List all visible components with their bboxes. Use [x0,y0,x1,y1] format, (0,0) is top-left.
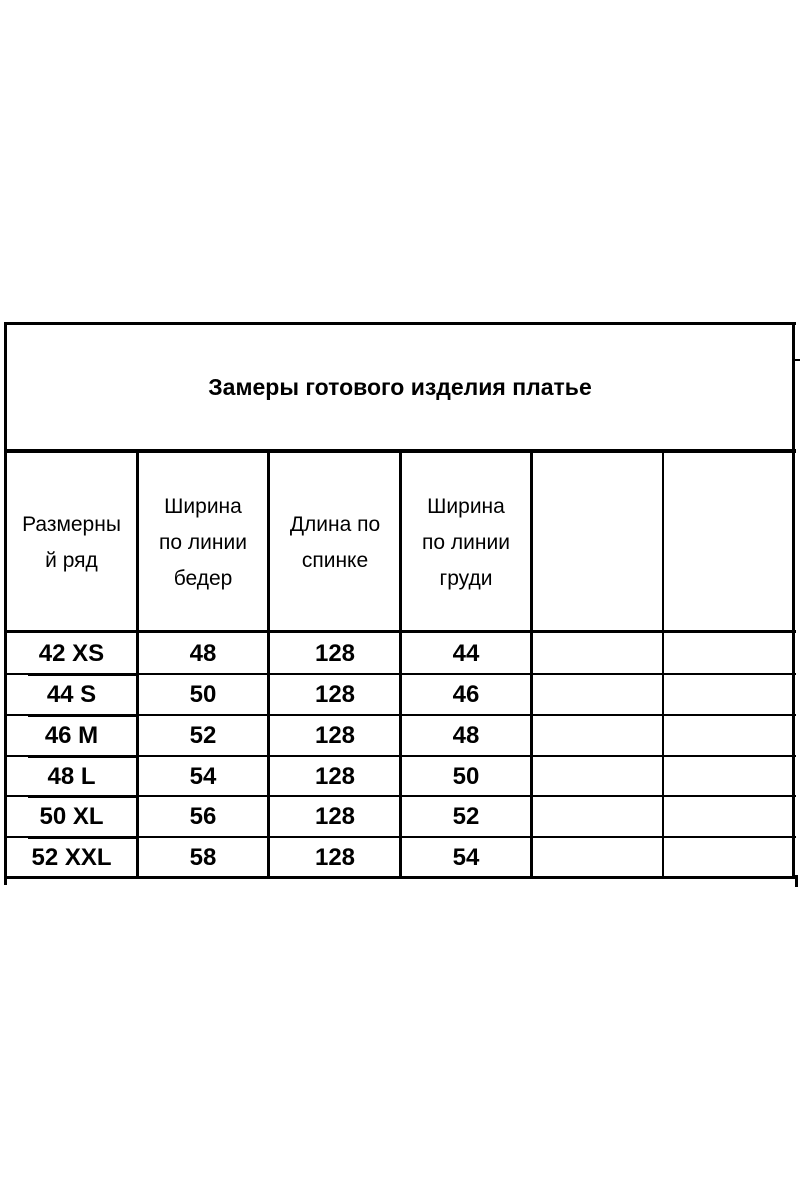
table-cell: 52 [452,803,480,830]
table-border-top [4,322,796,325]
header-empty-2 [664,455,792,630]
table-cell [533,757,663,797]
table-cell: 128 [314,803,356,830]
table-cell: 128 [314,763,356,790]
header-empty-1 [533,455,663,630]
table-cell [533,797,663,837]
table-cell: 50 XL [39,803,104,830]
table-cell: 46 [452,681,480,708]
header-hip-width [138,455,268,630]
column-divider [530,453,533,878]
column-divider [267,453,270,878]
column-divider [399,453,402,878]
table-cell [664,634,792,674]
header-size-range-line-1: Размерны [22,512,121,536]
table-cell: 54 [452,844,480,871]
table-cell: 42 XS [38,640,105,667]
edge-tick-right [792,359,800,361]
header-chest-width-line-1: Ширина [427,494,505,518]
table-cell: 44 [452,640,480,667]
header-back-length-line-1: Длина по [289,512,381,536]
table-cell [664,757,792,797]
table-cell: 46 M [44,722,99,749]
table-cell: 128 [314,640,356,667]
table-title: Замеры готового изделия платье [208,374,592,400]
table-cell: 48 L [47,763,96,790]
header-chest-width-line-2: по линии [422,530,510,554]
table-cell [664,797,792,837]
header-back-length-line-2: спинке [301,548,369,572]
table-cell: 54 [189,763,217,790]
table-cell: 56 [189,803,217,830]
row-marker [28,795,138,798]
table-cell: 128 [314,681,356,708]
table-cell: 52 XXL [31,844,112,871]
header-chest-width [401,455,531,630]
table-cell: 128 [314,844,356,871]
table-cell: 44 S [46,681,97,708]
table-cell [533,838,663,878]
header-hip-width-line-1: Ширина [164,494,242,518]
header-back-length [270,455,400,630]
header-chest-width-line-3: груди [439,566,493,590]
row-marker [28,673,138,676]
table-cell [533,716,663,756]
table-cell [533,634,663,674]
table-cell [664,716,792,756]
column-divider [662,453,664,878]
table-cell [664,675,792,715]
table-cell: 48 [452,722,480,749]
row-marker [28,836,138,839]
table-border-bottom [4,876,796,879]
table-cell: 50 [189,681,217,708]
header-size-range-line-2: й ряд [45,548,98,572]
table-cell: 52 [189,722,217,749]
header-hip-width-line-2: по линии [159,530,247,554]
table-cell: 58 [189,844,217,871]
header-size-range [6,455,137,630]
row-marker [28,714,138,717]
table-cell: 48 [189,640,217,667]
table-cell: 128 [314,722,356,749]
row-marker [28,755,138,758]
table-border-left [4,322,7,885]
table-cell [533,675,663,715]
table-cell [664,838,792,878]
table-cell: 50 [452,763,480,790]
column-divider [136,453,139,878]
header-hip-width-line-3: бедер [173,566,233,590]
